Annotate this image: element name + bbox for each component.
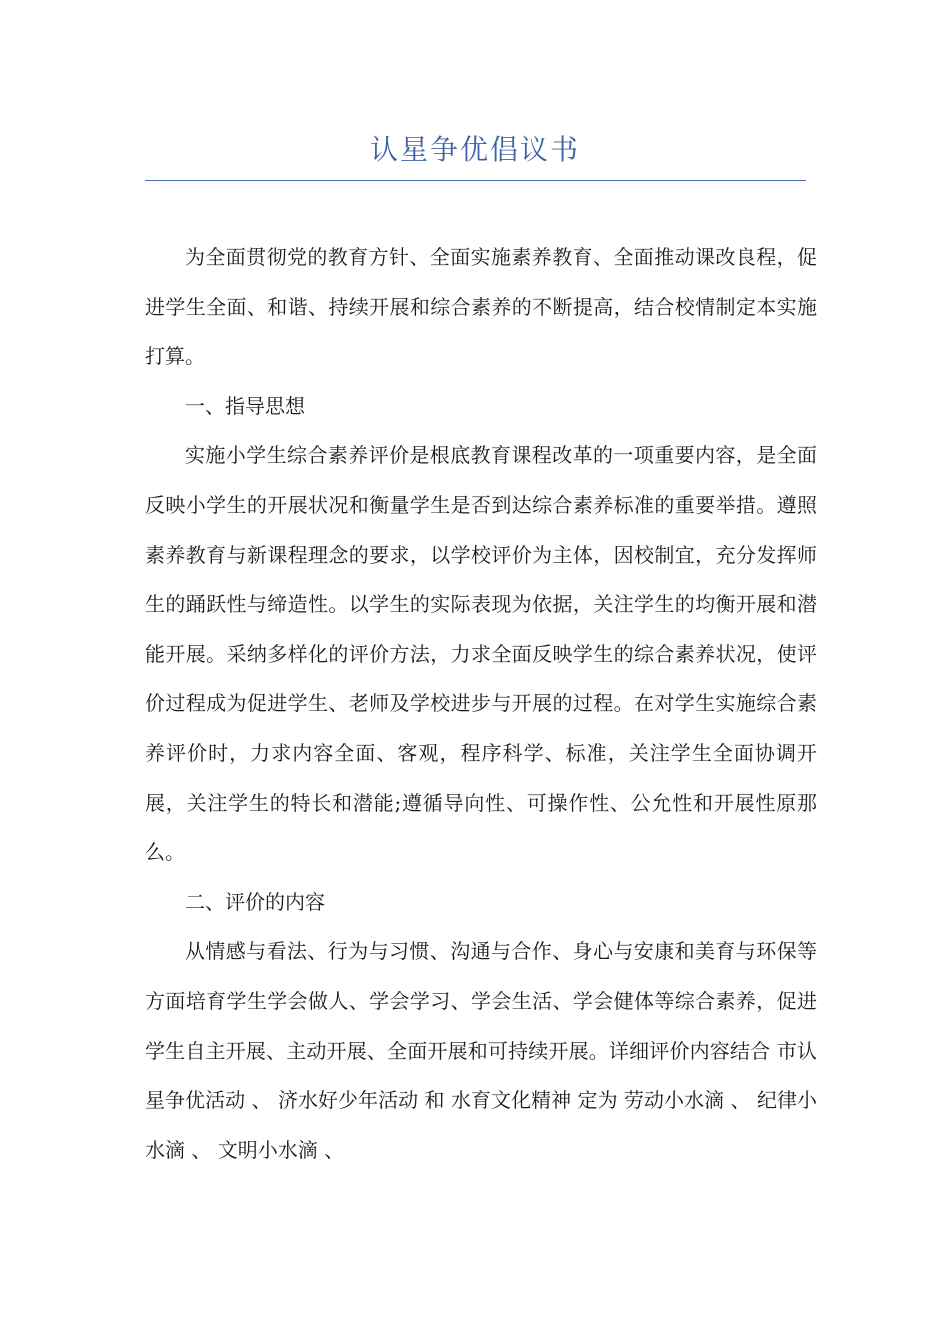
paragraph-guiding-ideology: 实施小学生综合素养评价是根底教育课程改革的一项重要内容，是全面反映小学生的开展状况和衡量学生是否到达综合素养标准的重要举措。遵照素养教育与新课程理念的要求，以学校评价为主体，因校制宜，充分发挥师生的踊跃性与缔造性。以学生的实际表现为依据，关注学生的均衡开展和潜能开展。采纳多样化的评价方法，力求全面反映学生的综合素养状况，使评价过程成为促进学生、老师及学校进步与开展的过程。在对学生实施综合素养评价时，力求内容全面、客观，程序科学、标准，关注学生全面协调开展，关注学生的特长和潜能;遵循导向性、可操作性、公允性和开展性原那么。 xyxy=(145,443,817,865)
title-underline xyxy=(145,180,806,181)
document-title: 认星争优倡议书 xyxy=(369,133,580,166)
paragraph-intro: 为全面贯彻党的教育方针、全面实施素养教育、全面推动课改良程，促进学生全面、和谐、持续开展和综合素养的不断提高，结合校情制定本实施打算。 xyxy=(145,245,817,369)
paragraph-evaluation-content: 从情感与看法、行为与习惯、沟通与合作、身心与安康和美育与环保等方面培育学生学会做人、学会学习、学会生活、学会健体等综合素养，促进学生自主开展、主动开展、全面开展和可持续开展。详细评价内容结合 市认星争优活动 、 济水好少年活动 和 水育文化精神 定为 劳动小水滴 、 纪律小水滴 、 文明小水滴 、 xyxy=(145,939,817,1162)
section-heading-guiding-ideology: 一、指导思想 xyxy=(185,393,305,418)
document-body xyxy=(145,233,817,1175)
section-heading-evaluation-content: 二、评价的内容 xyxy=(185,889,325,914)
